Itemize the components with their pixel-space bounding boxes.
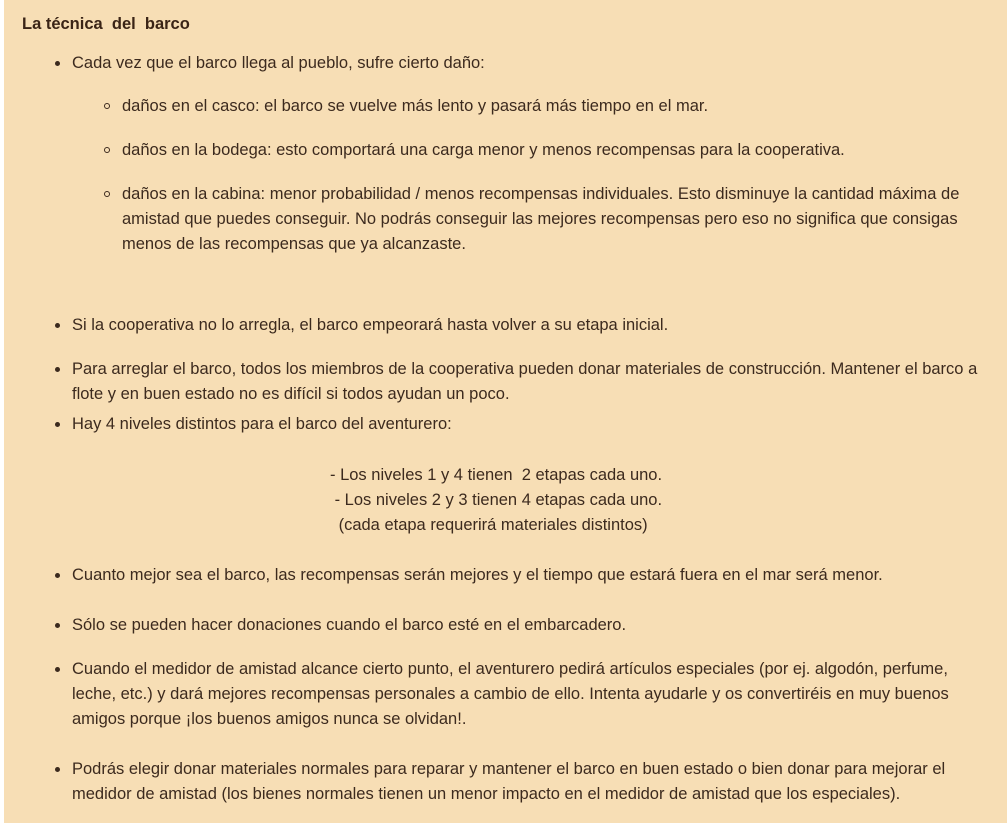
sub-item-hold-damage: daños en la bodega: esto comportará una carga menor y menos recompensas para la cooperativa. <box>122 138 992 163</box>
list-item-donation-choice: Podrás elegir donar materiales normales para reparar y mantener el barco en buen estado o bien donar para mejorar el medidor de amistad (los bienes normales tienen un menor impacto en el medidor de amistad que los especiales). <box>72 757 987 807</box>
level-line-note: (cada etapa requerirá materiales distintos) <box>334 516 648 534</box>
level-line-1-4: - Los niveles 1 y 4 tienen 2 etapas cada uno. <box>330 466 663 484</box>
list-item-donation-dock: Sólo se pueden hacer donaciones cuando el barco esté en el embarcadero. <box>72 613 982 638</box>
list-item-repair-donate: Para arreglar el barco, todos los miembros de la cooperativa pueden donar materiales de construcción. Mantener el barco a flote y en buen estado no es difícil si todos ayudan un poco. <box>72 357 982 407</box>
content-panel <box>4 0 1007 823</box>
list-item-levels-intro: Hay 4 niveles distintos para el barco del aventurero: <box>72 412 982 437</box>
page-title: La técnica del barco <box>22 15 190 33</box>
list-item-repair-decay: Si la cooperativa no lo arregla, el barco empeorará hasta volver a su etapa inicial. <box>72 313 982 338</box>
sub-item-cabin-damage: daños en la cabina: menor probabilidad / menos recompensas individuales. Esto disminuye la cantidad máxima de amistad que puedes conseguir. No podrás conseguir las mejores recompensas pero eso no significa que consigas menos de las recompensas que ya alcanzaste. <box>122 182 990 257</box>
list-item-damage-intro: Cada vez que el barco llega al pueblo, sufre cierto daño: <box>72 51 972 76</box>
list-item-friendship-meter: Cuando el medidor de amistad alcance cierto punto, el aventurero pedirá artículos especiales (por ej. algodón, perfume, leche, etc.) y dará mejores recompensas personales a cambio de ello. Intenta ayudarle y os convertiréis en muy buenos amigos porque ¡los buenos amigos nunca se olvidan!. <box>72 657 984 732</box>
level-line-2-3: - Los niveles 2 y 3 tienen 4 etapas cada uno. <box>330 491 663 509</box>
sub-item-hull-damage: daños en el casco: el barco se vuelve más lento y pasará más tiempo en el mar. <box>122 94 992 119</box>
list-item-better-ship: Cuanto mejor sea el barco, las recompensas serán mejores y el tiempo que estará fuera en el mar será menor. <box>72 563 982 588</box>
